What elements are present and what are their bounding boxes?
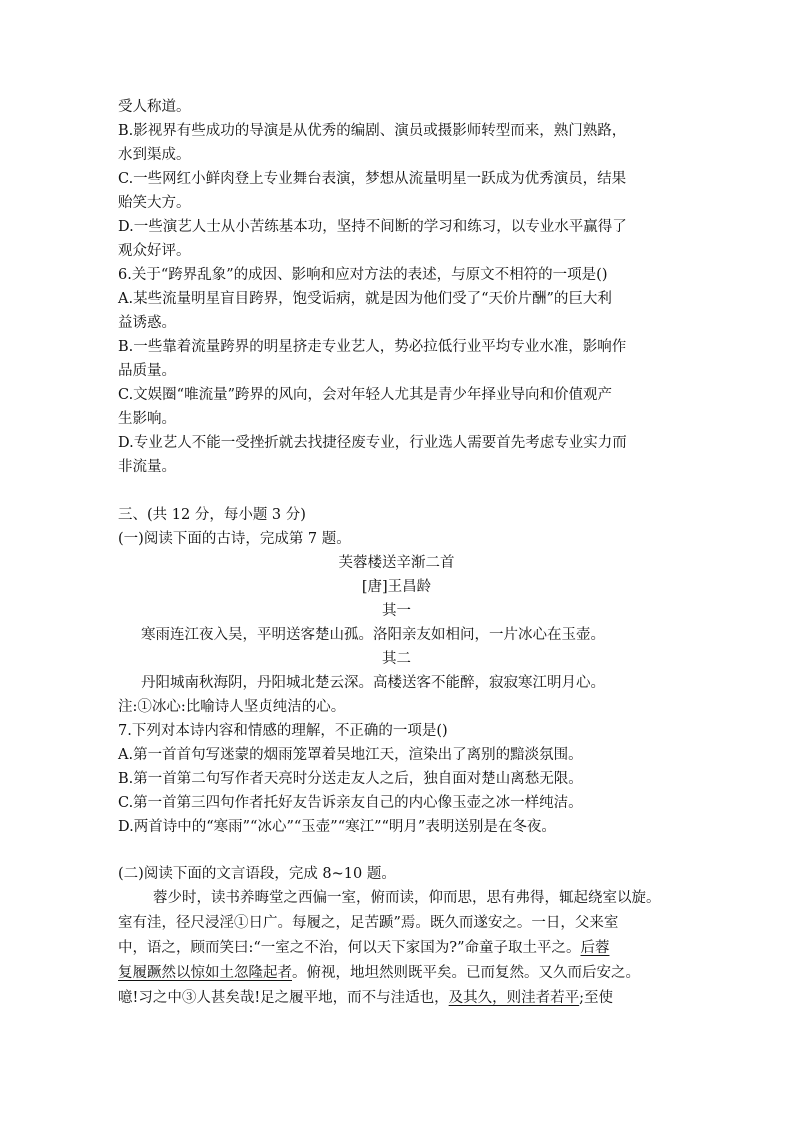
subsection-one-heading: (一)阅读下面的古诗，完成第 7 题。	[118, 531, 351, 547]
option-c-line: C.一些网红小鲜肉登上专业舞台表演，梦想从流量明星一跃成为优秀演员，结果	[118, 171, 627, 187]
classical-text-line	[118, 961, 678, 985]
text-line: 品质量。	[118, 363, 176, 379]
poem-part-one-heading: 其一	[382, 603, 411, 619]
poem-author: [唐]王昌龄	[361, 579, 432, 595]
subsection-two-heading: (二)阅读下面的文言语段，完成 8~10 题。	[118, 866, 396, 882]
option-d-line: D.一些演艺人士从小苦练基本功，坚持不间断的学习和练习，以专业水平赢得了	[118, 219, 627, 235]
q6-option-b: B.一些靠着流量跨界的明星挤走专业艺人，势必拉低行业平均专业水准，影响作	[118, 339, 627, 355]
text-line: 观众好评。	[118, 243, 191, 259]
section-three-heading: 三、(共 12 分，每小题 3 分)	[118, 507, 306, 523]
poem-title: 芙蓉楼送辛渐二首	[338, 555, 455, 571]
underlined-text: 后蓉	[580, 940, 610, 956]
poem-part-two-heading: 其二	[382, 651, 411, 667]
classical-text-line	[118, 936, 678, 960]
poem-part-two-text: 丹阳城南秋海阴，丹阳城北楚云深。高楼送客不能醉，寂寂寒江明月心。	[141, 675, 605, 691]
q7-option-d: D.两首诗中的“寒雨”“冰心”“玉壶”“寒江”“明月”表明送别是在冬夜。	[118, 819, 556, 835]
q7-option-b: B.第一首第二句写作者天亮时分送走友人之后，独自面对楚山离愁无限。	[118, 771, 583, 787]
text-span: 噫!习之中③人甚矣哉!足之履平地，而不与洼适也，	[118, 990, 449, 1006]
classical-text-line	[118, 986, 678, 1010]
text-span: 。俯视，地坦然则既平矣。已而复然。又久而后安之。	[292, 965, 640, 981]
classical-text-line: 室有洼，径尺浸淫①日广。每履之，足苦踬”焉。既久而遂安之。一日，父来室	[118, 915, 619, 931]
text-line: 非流量。	[118, 459, 176, 475]
text-line: 水到渠成。	[118, 147, 191, 163]
q6-option-d: D.专业艺人不能一受挫折就去找捷径废专业，行业选人需要首先考虑专业实力而	[118, 435, 627, 451]
question-7: 7.下列对本诗内容和情感的理解，不正确的一项是()	[118, 723, 448, 739]
text-line: 生影响。	[118, 411, 176, 427]
text-span: ;至使	[579, 990, 614, 1006]
poem-note: 注:①冰心:比喻诗人坚贞纯洁的心。	[118, 699, 346, 715]
underlined-text: 复履	[118, 965, 147, 981]
option-b-line: B.影视界有些成功的导演是从优秀的编剧、演员或摄影师转型而来，熟门熟路，	[118, 123, 627, 139]
q6-option-c: C.文娱圈“唯流量”跨界的风向，会对年轻人尤其是青少年择业导向和价值观产	[118, 387, 613, 403]
underlined-text: 蹶然以惊如土忽隆起者	[147, 965, 292, 981]
underlined-text: 及其久，则洼者若平	[448, 990, 580, 1006]
q7-option-c: C.第一首第三四句作者托好友告诉亲友自己的内心像玉壶之冰一样纯洁。	[118, 795, 583, 811]
q6-option-a: A.某些流量明星盲目跨界，饱受诟病，就是因为他们受了“天价片酬”的巨大利	[118, 291, 612, 307]
question-6: 6.关于“跨界乱象”的成因、影响和应对方法的表述，与原文不相符的一项是()	[118, 267, 608, 283]
q7-option-a: A.第一首首句写迷蒙的烟雨笼罩着吴地江天，渲染出了离别的黯淡氛围。	[118, 747, 583, 763]
poem-part-one-text: 寒雨连江夜入吴，平明送客楚山孤。洛阳亲友如相问，一片冰心在玉壶。	[141, 627, 605, 643]
text-line: 贻笑大方。	[118, 195, 191, 211]
text-line: 益诱惑。	[118, 315, 176, 331]
text-span: 中，语之，顾而笑曰:“一室之不治，何以天下家国为?”命童子取土平之。	[118, 940, 581, 956]
classical-text-line: 蓉少时，读书养晦堂之西偏一室，俯而读，仰而思，思有弗得，辄起绕室以旋。	[153, 890, 661, 906]
text-line: 受人称道。	[118, 99, 191, 115]
